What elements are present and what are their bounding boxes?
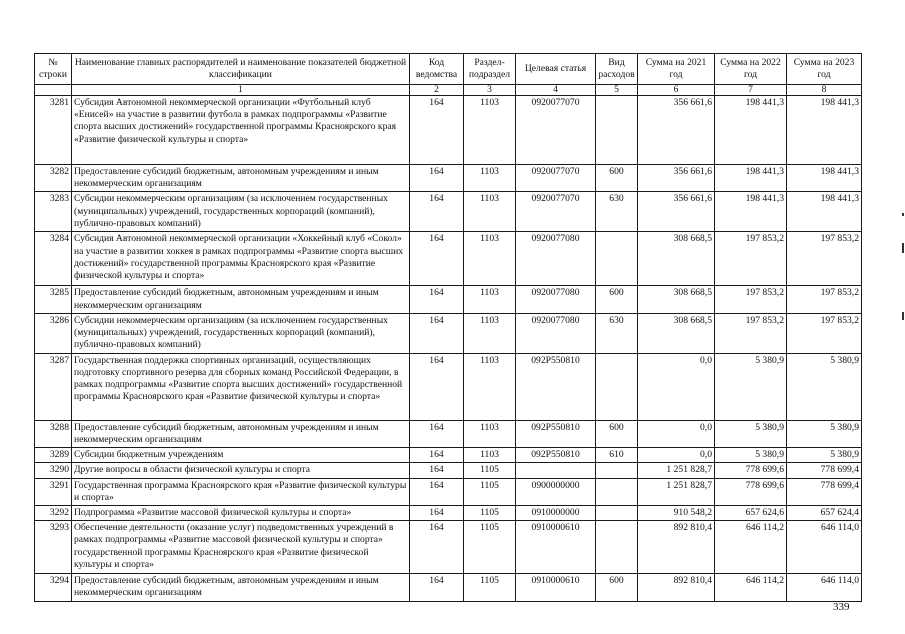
department-code: 164 [410, 313, 464, 353]
table-row [35, 448, 862, 463]
sum-2022: 5 380,9 [715, 420, 787, 447]
row-number: 3288 [35, 420, 72, 447]
header-section: Раздел-подраздел [464, 54, 516, 85]
section-code: 1103 [464, 96, 516, 165]
table-row [35, 286, 862, 313]
row-name: Предоставление субсидий бюджетным, автономным учреждениям и иным некоммерческим организациям [72, 420, 410, 447]
row-number: 3285 [35, 286, 72, 313]
target-article: 092P550810 [516, 420, 596, 447]
header-sum-2021: Сумма на 2021 год [638, 54, 715, 85]
department-code: 164 [410, 463, 464, 478]
header-expense-type: Вид расходов [596, 54, 638, 85]
scan-margin-mark [902, 243, 904, 253]
department-code: 164 [410, 286, 464, 313]
sum-2021: 356 661,6 [638, 96, 715, 165]
header-sum-2023: Сумма на 2023 год [787, 54, 862, 85]
sum-2023: 198 441,3 [787, 96, 862, 165]
sum-2021: 308 668,5 [638, 286, 715, 313]
section-code: 1103 [464, 192, 516, 232]
sum-2023: 778 699,4 [787, 478, 862, 505]
column-number: 5 [596, 85, 638, 96]
expense-type: 610 [596, 448, 638, 463]
page-number: 339 [833, 601, 850, 613]
section-code: 1105 [464, 574, 516, 601]
row-name: Обеспечение деятельности (оказание услуг) подведомственных учреждений в рамках подпрограммы «Развитие массовой физической культуры и спорта» государственной программы Красноярского края «Развитие физической культуры и спорта» [72, 521, 410, 574]
target-article: 0920077070 [516, 192, 596, 232]
department-code: 164 [410, 448, 464, 463]
table-row [35, 232, 862, 286]
row-name: Субсидия Автономной некоммерческой организации «Хоккейный клуб «Сокол» на участие в развитии хоккея в рамках подпрограммы «Развитие спорта высших достижений» государственной программы Красноярского края «Развитие физической культуры и спорта» [72, 232, 410, 286]
sum-2023: 197 853,2 [787, 313, 862, 353]
target-article [516, 463, 596, 478]
column-number: 8 [787, 85, 862, 96]
row-number: 3294 [35, 574, 72, 601]
department-code: 164 [410, 165, 464, 192]
column-number-row [35, 85, 862, 96]
sum-2022: 5 380,9 [715, 353, 787, 420]
scan-margin-mark [902, 312, 904, 320]
column-number: 2 [410, 85, 464, 96]
expense-type [596, 521, 638, 574]
expense-type [596, 506, 638, 521]
sum-2021: 892 810,4 [638, 521, 715, 574]
table-row [35, 478, 862, 505]
row-number: 3290 [35, 463, 72, 478]
sum-2023: 657 624,4 [787, 506, 862, 521]
expense-type [596, 478, 638, 505]
sum-2021: 1 251 828,7 [638, 478, 715, 505]
column-number: 1 [72, 85, 410, 96]
section-code: 1103 [464, 165, 516, 192]
table-row [35, 463, 862, 478]
sum-2021: 1 251 828,7 [638, 463, 715, 478]
budget-table [34, 53, 862, 602]
column-number [35, 85, 72, 96]
target-article: 0920077080 [516, 313, 596, 353]
table-row [35, 313, 862, 353]
department-code: 164 [410, 574, 464, 601]
section-code: 1103 [464, 232, 516, 286]
sum-2021: 356 661,6 [638, 165, 715, 192]
sum-2022: 778 699,6 [715, 463, 787, 478]
department-code: 164 [410, 478, 464, 505]
row-number: 3281 [35, 96, 72, 165]
target-article: 0920077070 [516, 165, 596, 192]
table-row [35, 192, 862, 232]
column-number: 3 [464, 85, 516, 96]
department-code: 164 [410, 521, 464, 574]
sum-2021: 0,0 [638, 353, 715, 420]
table-row [35, 574, 862, 601]
sum-2023: 646 114,0 [787, 574, 862, 601]
sum-2023: 198 441,3 [787, 165, 862, 192]
target-article: 0900000000 [516, 478, 596, 505]
row-name: Предоставление субсидий бюджетным, автономным учреждениям и иным некоммерческим организациям [72, 574, 410, 601]
sum-2021: 308 668,5 [638, 313, 715, 353]
target-article: 0920077080 [516, 286, 596, 313]
sum-2023: 198 441,3 [787, 192, 862, 232]
target-article: 092P550810 [516, 353, 596, 420]
sum-2023: 778 699,4 [787, 463, 862, 478]
header-row-number: № строки [35, 54, 72, 85]
header-name: Наименование главных распорядителей и наименование показателей бюджетной классификации [72, 54, 410, 85]
row-number: 3287 [35, 353, 72, 420]
sum-2021: 356 661,6 [638, 192, 715, 232]
target-article: 0920077070 [516, 96, 596, 165]
sum-2022: 5 380,9 [715, 448, 787, 463]
table-row [35, 420, 862, 447]
row-name: Субсидии бюджетным учреждениям [72, 448, 410, 463]
row-number: 3293 [35, 521, 72, 574]
sum-2023: 197 853,2 [787, 286, 862, 313]
sum-2023: 5 380,9 [787, 448, 862, 463]
row-name: Субсидии некоммерческим организациям (за исключением государственных (муниципальных) учреждений, государственных корпораций (компаний), публично-правовых компаний) [72, 313, 410, 353]
department-code: 164 [410, 420, 464, 447]
sum-2022: 657 624,6 [715, 506, 787, 521]
expense-type: 600 [596, 286, 638, 313]
section-code: 1105 [464, 506, 516, 521]
sum-2022: 198 441,3 [715, 192, 787, 232]
header-sum-2022: Сумма на 2022 год [715, 54, 787, 85]
column-number: 4 [516, 85, 596, 96]
header-department-code: Код ведомства [410, 54, 464, 85]
department-code: 164 [410, 96, 464, 165]
column-number: 6 [638, 85, 715, 96]
target-article: 092P550810 [516, 448, 596, 463]
row-number: 3291 [35, 478, 72, 505]
sum-2022: 646 114,2 [715, 521, 787, 574]
target-article: 0910000000 [516, 506, 596, 521]
row-name: Субсидия Автономной некоммерческой организации «Футбольный клуб «Енисей» на участие в развитии футбола в рамках подпрограммы «Развитие спорта высших достижений» государственной программы Красноярского края «Развитие физической культуры и спорта» [72, 96, 410, 165]
section-code: 1103 [464, 313, 516, 353]
table-row [35, 521, 862, 574]
row-name: Предоставление субсидий бюджетным, автономным учреждениям и иным некоммерческим организациям [72, 286, 410, 313]
section-code: 1105 [464, 463, 516, 478]
row-name: Субсидии некоммерческим организациям (за исключением государственных (муниципальных) учреждений, государственных корпораций (компаний), публично-правовых компаний) [72, 192, 410, 232]
sum-2022: 197 853,2 [715, 313, 787, 353]
row-name: Государственная поддержка спортивных организаций, осуществляющих подготовку спортивного резерва для сборных команд Российской Федерации, в рамках подпрограммы «Развитие спорта высших достижений» государственной программы Красноярского края «Развитие физической культуры и спорта» [72, 353, 410, 420]
row-number: 3283 [35, 192, 72, 232]
expense-type: 630 [596, 313, 638, 353]
department-code: 164 [410, 353, 464, 420]
table-row [35, 165, 862, 192]
section-code: 1103 [464, 286, 516, 313]
section-code: 1103 [464, 448, 516, 463]
department-code: 164 [410, 506, 464, 521]
row-number: 3282 [35, 165, 72, 192]
row-name: Предоставление субсидий бюджетным, автономным учреждениям и иным некоммерческим организациям [72, 165, 410, 192]
column-number: 7 [715, 85, 787, 96]
sum-2022: 198 441,3 [715, 165, 787, 192]
target-article: 0910000610 [516, 574, 596, 601]
row-number: 3289 [35, 448, 72, 463]
section-code: 1103 [464, 353, 516, 420]
expense-type: 600 [596, 574, 638, 601]
sum-2022: 778 699,6 [715, 478, 787, 505]
expense-type [596, 96, 638, 165]
target-article: 0920077080 [516, 232, 596, 286]
sum-2022: 197 853,2 [715, 286, 787, 313]
expense-type [596, 232, 638, 286]
sum-2021: 892 810,4 [638, 574, 715, 601]
row-number: 3284 [35, 232, 72, 286]
header-target-article: Целевая статья [516, 54, 596, 85]
row-number: 3286 [35, 313, 72, 353]
sum-2021: 910 548,2 [638, 506, 715, 521]
expense-type: 630 [596, 192, 638, 232]
section-code: 1103 [464, 420, 516, 447]
row-name: Государственная программа Красноярского края «Развитие физической культуры и спорта» [72, 478, 410, 505]
sum-2023: 197 853,2 [787, 232, 862, 286]
table-row [35, 506, 862, 521]
section-code: 1105 [464, 478, 516, 505]
table-row [35, 353, 862, 420]
sum-2023: 5 380,9 [787, 420, 862, 447]
department-code: 164 [410, 232, 464, 286]
section-code: 1105 [464, 521, 516, 574]
scan-margin-mark [902, 213, 904, 216]
table-row [35, 96, 862, 165]
table-header-row [35, 54, 862, 85]
sum-2021: 0,0 [638, 420, 715, 447]
sum-2023: 5 380,9 [787, 353, 862, 420]
sum-2022: 646 114,2 [715, 574, 787, 601]
target-article: 0910000610 [516, 521, 596, 574]
sum-2021: 0,0 [638, 448, 715, 463]
sum-2023: 646 114,0 [787, 521, 862, 574]
expense-type: 600 [596, 420, 638, 447]
expense-type [596, 353, 638, 420]
expense-type: 600 [596, 165, 638, 192]
department-code: 164 [410, 192, 464, 232]
sum-2022: 198 441,3 [715, 96, 787, 165]
sum-2021: 308 668,5 [638, 232, 715, 286]
row-name: Другие вопросы в области физической культуры и спорта [72, 463, 410, 478]
expense-type [596, 463, 638, 478]
row-number: 3292 [35, 506, 72, 521]
sum-2022: 197 853,2 [715, 232, 787, 286]
row-name: Подпрограмма «Развитие массовой физической культуры и спорта» [72, 506, 410, 521]
